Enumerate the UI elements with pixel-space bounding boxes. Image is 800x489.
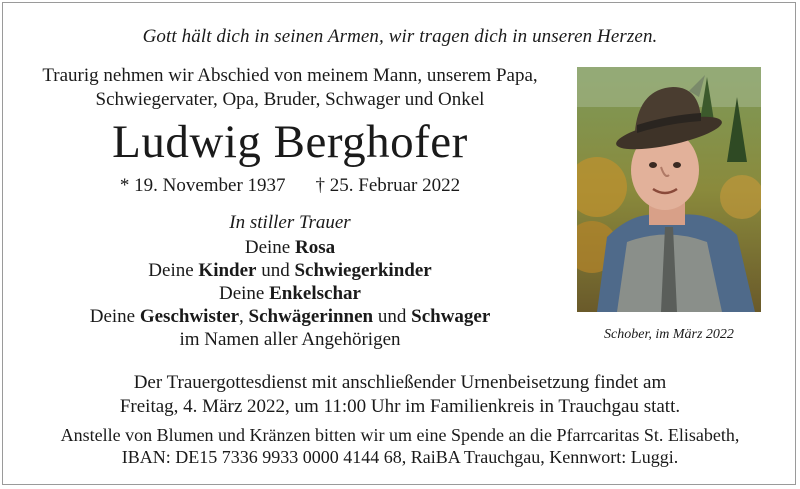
mourner-name: Enkelschar — [269, 283, 361, 304]
mourner-line-5: im Namen aller Angehörigen — [179, 329, 401, 350]
photo-caption: Schober, im März 2022 — [604, 327, 734, 342]
mourner-line-1 — [20, 236, 560, 259]
mourner-line-2 — [20, 259, 560, 282]
mourner-text: Deine — [89, 306, 140, 327]
intro-line-1: Traurig nehmen wir Abschied von meinem Mann, unserem Papa, — [42, 65, 538, 86]
death-date: † 25. Februar 2022 — [315, 175, 461, 196]
donation-info — [0, 424, 800, 468]
donation-line-2: IBAN: DE15 7336 9933 0000 4144 68, RaiBA Trauchgau, Kennwort: Luggi. — [121, 447, 679, 467]
mourner-name: Rosa — [295, 237, 336, 258]
mourner-name: Schwägerinnen — [248, 306, 374, 327]
mourner-text: und — [256, 260, 295, 281]
mourner-text: Deine — [219, 283, 270, 304]
mourner-name: Geschwister — [139, 306, 240, 327]
mourner-name: Kinder — [198, 260, 257, 281]
donation-line-1: Anstelle von Blumen und Kränzen bitten wir um eine Spende an die Pfarrcaritas St. Elisabeth, — [60, 425, 740, 445]
intro-line-2: Schwiegervater, Opa, Bruder, Schwager und Onkel — [95, 89, 485, 110]
mourner-text: , — [239, 306, 249, 327]
intro-text — [20, 64, 560, 112]
mourner-line-3 — [20, 282, 560, 305]
mourner-text: Deine — [244, 237, 295, 258]
service-line-2: Freitag, 4. März 2022, um 11:00 Uhr im Familienkreis in Trauchgau statt. — [119, 396, 681, 417]
motto: Gott hält dich in seinen Armen, wir tragen dich in unseren Herzen. — [142, 26, 658, 47]
mourner-text: Deine — [148, 260, 199, 281]
mourner-name: Schwager — [411, 306, 491, 327]
portrait-photo — [577, 67, 761, 312]
mourner-line-4 — [20, 305, 560, 328]
mourners-block — [20, 211, 560, 351]
mourner-name: Schwiegerkinder — [294, 260, 432, 281]
mourner-text: und — [373, 306, 412, 327]
funeral-service-info — [0, 371, 800, 419]
mourning-heading: In stiller Trauer — [229, 212, 351, 233]
birth-date: * 19. November 1937 — [119, 175, 286, 196]
life-dates — [20, 174, 560, 198]
deceased-name: Ludwig Berghofer — [112, 116, 468, 168]
service-line-1: Der Trauergottesdienst mit anschließender Urnenbeisetzung findet am — [133, 372, 667, 393]
